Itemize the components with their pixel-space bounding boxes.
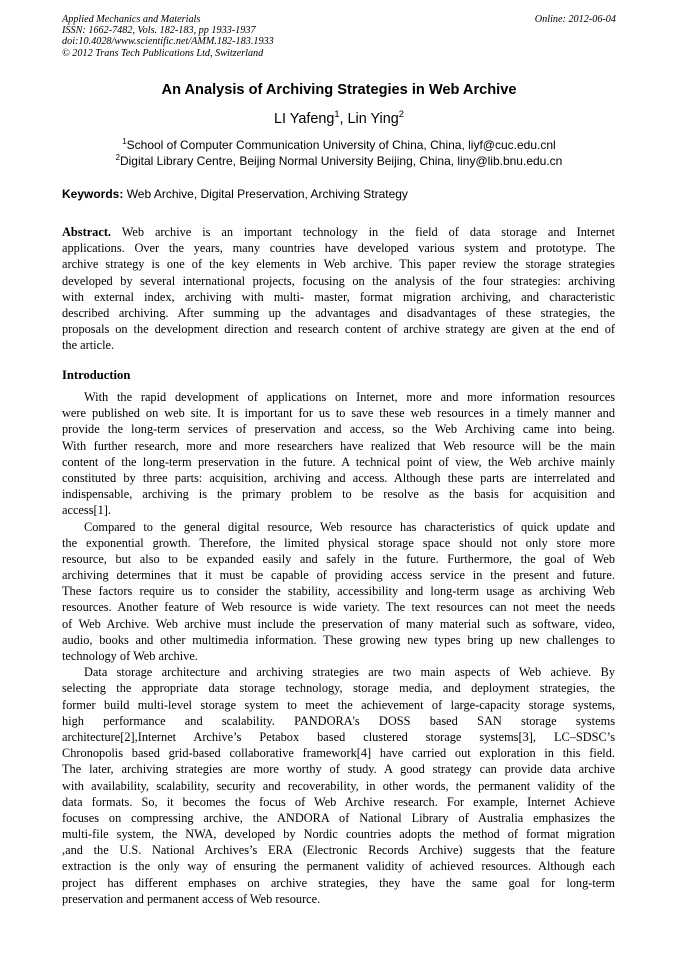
abstract-line-text: with external index, archiving with multi- master, format migration archiving, and characteristic xyxy=(62,289,615,304)
paragraph-line: resource, but also to be expanded easily and safely in the future. Furthermore, the goal of Web xyxy=(62,551,615,566)
copyright-line: © 2012 Trans Tech Publications Ltd, Switzerland xyxy=(62,47,264,59)
paragraph-line: ,and the U.S. National Archives’s ERA (Electronic Records Archive) suggests that the feature xyxy=(62,843,615,858)
paragraph-line: former build multi-level storage system to meet the achievement of large-capacity storage systems, xyxy=(62,697,615,712)
affiliation-mark: 2 xyxy=(115,153,120,162)
abstract-line xyxy=(62,289,615,305)
paragraph-line: Compared to the general digital resource, Web resource has characteristics of quick update and xyxy=(84,519,615,534)
author-affiliation-mark: 1 xyxy=(334,109,340,120)
journal-header xyxy=(62,14,274,59)
paragraph-line: with availability, scalability, security and recoverability, in other words, the permanent validity of the xyxy=(62,778,615,793)
affiliation-1 xyxy=(0,137,678,153)
abstract-label: Abstract. xyxy=(62,225,112,239)
paragraph-line: constituted by three parts: acquisition, archiving and access. Although these parts are interrelated and xyxy=(62,470,615,485)
online-date: Online: 2012-06-04 xyxy=(534,14,616,25)
paragraph-line: Data storage architecture and archiving strategies are two main aspects of Web achieve. By xyxy=(84,665,615,680)
author-separator: , xyxy=(339,111,348,127)
abstract xyxy=(62,224,615,354)
author-name: LI Yafeng xyxy=(274,111,335,127)
keywords xyxy=(62,187,408,201)
abstract-line xyxy=(62,224,615,240)
paragraph-line: the exponential growth. Therefore, the limited physical storage space should not only store more xyxy=(62,535,615,550)
paragraph-line: content of the long-term preservation in the future. A technical point of view, the Web archive mainly xyxy=(62,454,615,469)
abstract-line xyxy=(62,256,615,272)
abstract-line-text: the article. xyxy=(62,338,115,353)
keywords-label: Keywords: xyxy=(62,187,124,201)
paragraph-line: preservation and permanent access of Web resource. xyxy=(62,891,321,906)
paragraph-line: focuses on compressing archive, the ANDORA of National Library of Australia emphasizes the xyxy=(62,810,615,825)
paragraph-line: Chronopolis based grid-based collaborative framework[4] have carried out exploration in this field. xyxy=(62,746,615,761)
abstract-line-text: described archiving. After summing up the advantages and disadvantages of these strategies, the xyxy=(62,305,615,320)
affiliation-text: Digital Library Centre, Beijing Normal University Beijing, China, liny@lib.bnu.edu.cn xyxy=(119,154,563,168)
keywords-text: Web Archive, Digital Preservation, Archiving Strategy xyxy=(123,187,408,201)
introduction-body xyxy=(62,389,615,907)
paragraph-line: extraction is the only way of ensuring the permanent validity of achieved resources. Although each xyxy=(62,859,615,874)
abstract-line-text: proposals on the development direction and research content of archive strategy are given at the end of xyxy=(62,322,615,337)
paragraph-line: These factors require us to consider the stability, accessibility and long-term usage as archiving Web xyxy=(62,584,615,599)
paragraph-line: project has different emphases on archive strategies, they have the same goal for long-term xyxy=(62,875,615,890)
paragraph-line: architecture[2],Internet Archive’s Petabox based clustered storage systems[3], LC–SDSC’s xyxy=(62,729,615,744)
abstract-line-text: Web archive is an important technology in the field of data storage and Internet xyxy=(111,225,615,239)
paragraph-line: selecting the appropriate data storage technology, storage media, and deployment strategies, the xyxy=(62,681,615,696)
paragraph-line: audio, books and other multimedia information. These growing new types bring up new challenges to xyxy=(62,632,615,647)
author-name: Lin Ying xyxy=(347,111,399,127)
section-heading-introduction: Introduction xyxy=(62,368,131,382)
author-list xyxy=(0,111,678,127)
paragraph-line: With the rapid development of applications on Internet, more and more information resources xyxy=(84,390,615,404)
paragraph xyxy=(62,664,615,907)
abstract-line xyxy=(62,240,615,256)
paragraph-line: indispensable, archiving is the primary problem to be resolve as the basis for acquisition and xyxy=(62,487,615,502)
abstract-line xyxy=(62,337,615,353)
abstract-line xyxy=(62,305,615,321)
paragraph-line: were published on web site. It is important for us to save these web resources in a timely manner and xyxy=(62,406,615,421)
paragraph xyxy=(62,389,615,519)
doi-line: doi:10.4028/www.scientific.net/AMM.182-183.1933 xyxy=(62,36,274,48)
paper-title: An Analysis of Archiving Strategies in Web Archive xyxy=(161,82,517,98)
abstract-line-text: applications. Over the years, many countries have developed various system and prototype. The xyxy=(62,241,615,256)
paragraph-line: provide the long-term services of preservation and access, so the Web Archiving came into being. xyxy=(62,422,615,437)
paragraph-line: resources. Another feature of Web resource is wide variety. The text resources can not meet the needs xyxy=(62,600,615,615)
author-affiliation-mark: 2 xyxy=(398,109,404,120)
paragraph-line: With further research, more and more researchers have realized that Web resource will be the main xyxy=(62,438,615,453)
issn-line: ISSN: 1662-7482, Vols. 182-183, pp 1933-1937 xyxy=(62,25,256,37)
abstract-line-text: developed by several international projects, focusing on the analysis of the four strategies: archiving xyxy=(62,273,615,288)
affiliation-2 xyxy=(0,153,678,169)
abstract-line-text: archive strategy is one of the key elements in Web archive. This paper review the storage strategies xyxy=(62,257,615,272)
paragraph-line: The later, archiving strategies are more worthy of study. A good strategy can provide data archive xyxy=(62,762,615,777)
paragraph-line: high performance and scalability. PANDORA's DOSS based SAN storage systems xyxy=(62,713,615,728)
paragraph-line: access[1]. xyxy=(62,503,112,518)
paragraph-line: multi-file system, the NWA, developed by Nordic countries adopts the method of format migration xyxy=(62,827,615,842)
journal-name: Applied Mechanics and Materials xyxy=(62,14,201,25)
affiliation-text: School of Computer Communication University of China, China, liyf@cuc.edu.cnl xyxy=(126,138,556,152)
abstract-line xyxy=(62,273,615,289)
abstract-line xyxy=(62,321,615,337)
paragraph-line: data formats. So, it becomes the focus of Web Archive research. For example, Internet Achieve xyxy=(62,794,615,809)
paragraph xyxy=(62,519,615,665)
paragraph-line: of Web Archive. Web archive must include the preservation of many material such as software, video, xyxy=(62,616,615,631)
affiliation-mark: 1 xyxy=(122,137,127,146)
affiliation-list xyxy=(0,137,678,169)
paragraph-line: archiving determines that it must be capable of providing access service in the present and future. xyxy=(62,568,615,583)
paragraph-line: technology of Web archive. xyxy=(62,649,198,663)
